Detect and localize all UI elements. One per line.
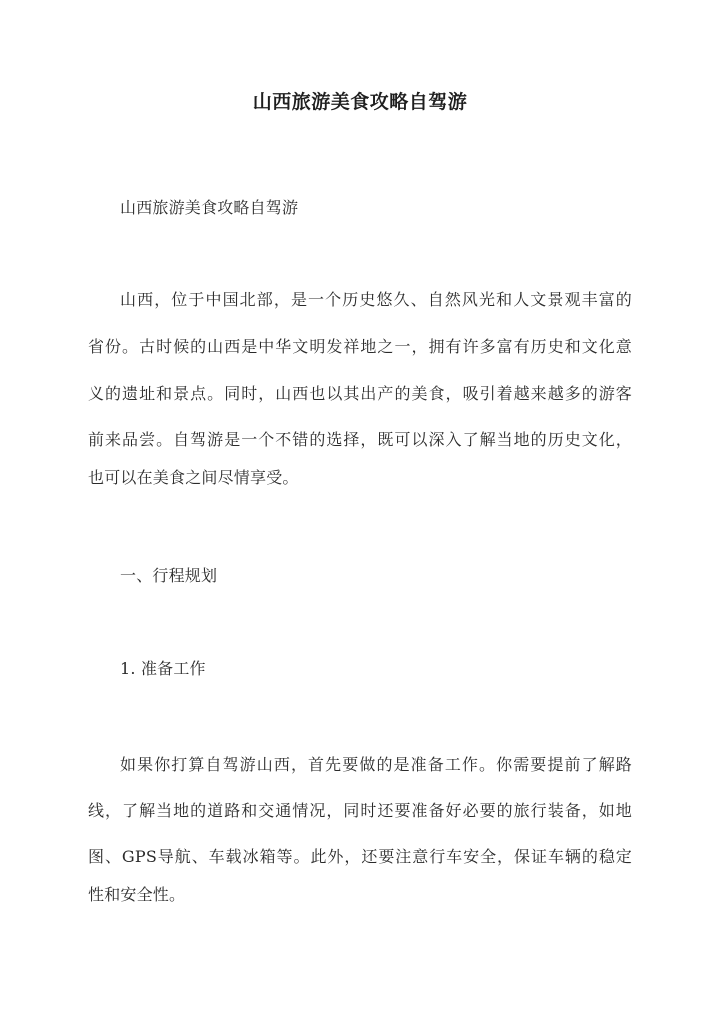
document-title: 山西旅游美食攻略自驾游: [252, 91, 468, 113]
paragraph-line: 前来品尝。自驾游是一个不错的选择，既可以深入了解当地的历史文化，: [88, 430, 632, 449]
paragraph-line: 如果你打算自驾游山西，首先要做的是准备工作。你需要提前了解路: [120, 755, 632, 774]
paragraph-line: 山西，位于中国北部，是一个历史悠久、自然风光和人文景观丰富的: [120, 290, 632, 309]
paragraph-line: 义的遗址和景点。同时，山西也以其出产的美食，吸引着越来越多的游客: [88, 384, 632, 403]
document-subtitle: 山西旅游美食攻略自驾游: [120, 198, 299, 217]
section-heading: 一、行程规划: [120, 566, 218, 585]
paragraph-line: 也可以在美食之间尽情享受。: [88, 468, 299, 487]
paragraph-line: 线，了解当地的道路和交通情况，同时还要准备好必要的旅行装备，如地: [88, 801, 632, 820]
paragraph-line: 性和安全性。: [88, 885, 186, 904]
paragraph-line: 图、GPS导航、车载冰箱等。此外，还要注意行车安全，保证车辆的稳定: [88, 847, 632, 866]
subsection-heading: 1. 准备工作: [120, 659, 206, 678]
paragraph-line: 省份。古时候的山西是中华文明发祥地之一，拥有许多富有历史和文化意: [88, 337, 632, 356]
